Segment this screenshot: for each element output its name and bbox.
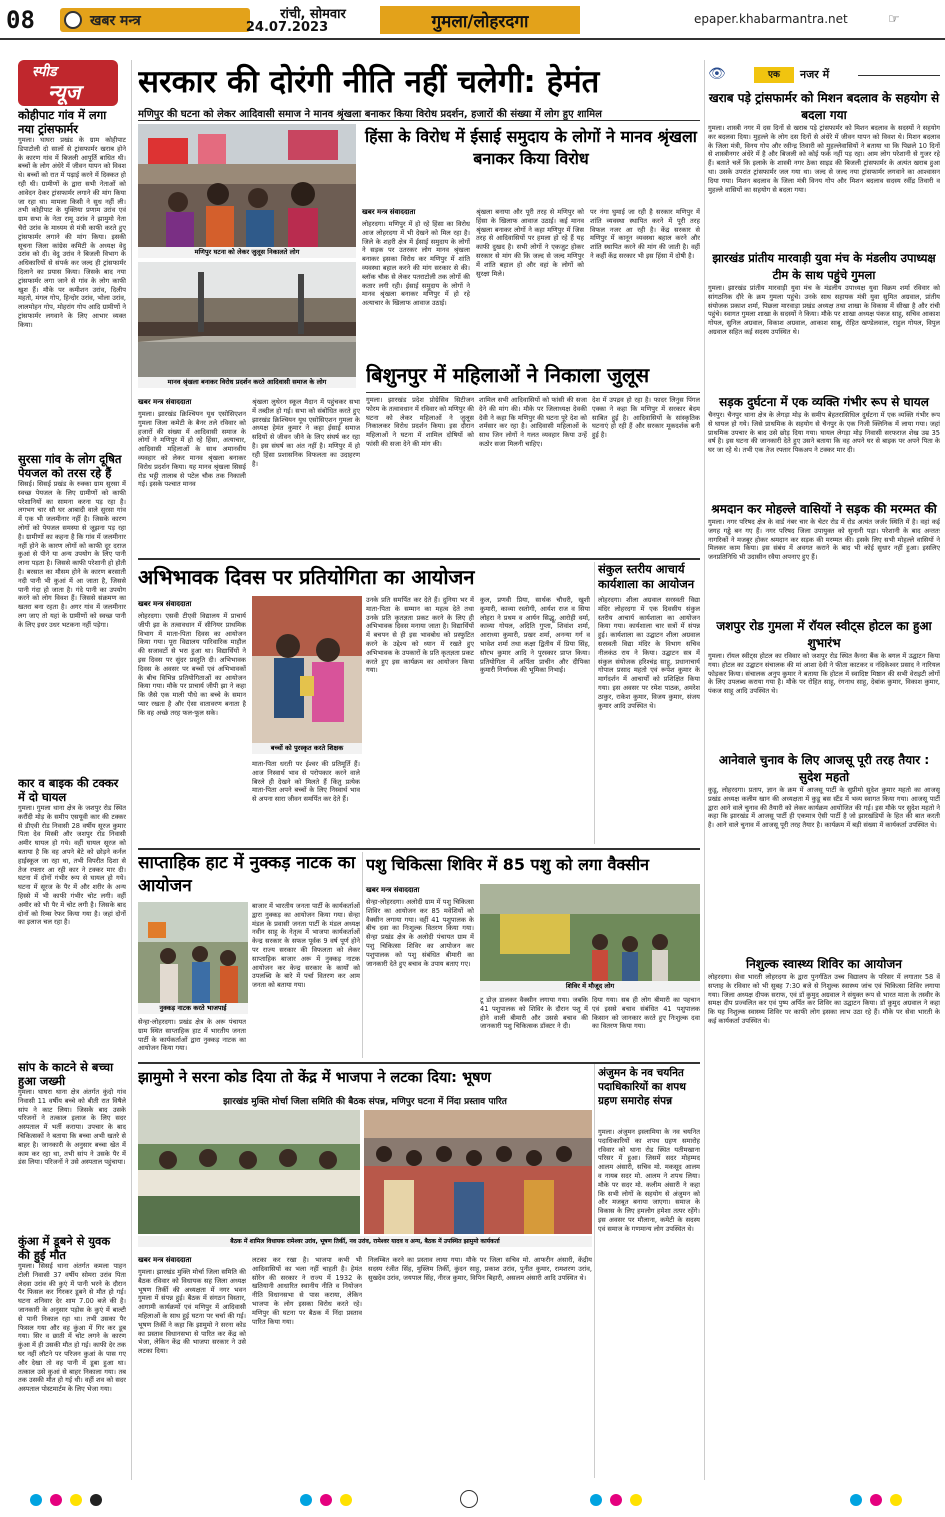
speed-badge-bottom: न्यूज: [48, 80, 81, 104]
speed-item-body: गुमला। गुमला थाना क्षेत्र के जशपुर रोड स्थित करौंदी मोड़ के समीप एसयूवी कार की टक्कर से डीएवी रोड निवासी 28 वर्षीय सूरज कुमार पिता देव मिस्त्री और जशपुर रोड निवासी अमीर घायल हो गये। वहीं घायल सूरज को बताया है कि वह अपने बेटे को छोड़ने कर्नल हाईस्कूल जा रहा था, तभी विपरीत दिशा से तेज रफ्तार आ रही कार ने टक्कर मार दी। घटना में दोनों गंभीर रूप से घायल हो गये। घटना में सूरज के पैर में और शरीर के अन्य हिस्से में भी काफी गंभीर चोट लगी। वहीं अमीर को भी पैर में चोट लगी है। जिसके बाद दोनों को रिम्स रेफर किया गया है। जहां दोनों का इलाज चल रहा है।: [18, 804, 126, 927]
jmm-photo-1: [138, 1110, 360, 1234]
brand-icon: [64, 11, 82, 29]
speed-item-headline: सांप के काटने से बच्चा हुआ जख्मी: [18, 1060, 114, 1088]
jmm-deck: झारखंड मुक्ति मोर्चा जिला समिति की बैठक संपन्न, मणिपुर घटना में निंदा प्रस्ताव पारित: [223, 1097, 507, 1107]
hemant-byline: खबर मन्त्र संवाददाता: [138, 398, 192, 406]
hemant-col-1: गुमला। झारखंड क्रिश्चियन यूथ एसोसिएशन गुमला जिला कमेटी के बैनर तले रविवार को हजारों की संख्या में आदिवासी समाज के लोगों ने मणिपुर में हो रहे हिंसा, अत्याचार, आदिवासी महिलाओं के साथ अमानवीय व्यवहार को लेकर मानव श्रृंखला बनाकर विरोध प्रदर्शन किया। यह मानव श्रृंखला सिसई रोड भट्ठी तालाब से पटेल चौक तक निकाली गई। इसके पश्चात मानव: [138, 410, 246, 489]
jmm-col-3: निलम्बित करने का प्रस्ताव लाया गया। मौके पर जिला सचिव मो. आफरीन अंसारी, केंद्रीय सदस्य रंजीत सिंह, मुस्लिम तिर्की, कुंदन साहू, प्रकाश उरांव, पुनीत कुमार, रामशरण उरांव, सुखदेव उरांव, जयपाल सिंह, नीरज कुमार, विपिन बिहारी, असलम अंसारी आदि उपस्थित थे।: [368, 1256, 592, 1282]
divider: [138, 120, 700, 121]
jmm-col-1: गुमला। झारखंड मुक्ति मोर्चा जिला समिति की बैठक रविवार को विधायक सह जिला अध्यक्ष भूषण तिर्की की अध्यक्षता में नगर भवन गुमला में संपन्न हुई। बैठक में संगठन विस्तार, आगामी कार्यक्रमों एवं मणिपुर में आदिवासी महिलाओं के साथ हुई घटना पर चर्चा की गई। भूषण तिर्की ने कहा कि झामुमो ने सरना कोड का प्रस्ताव विधानसभा से पारित कर केंद्र को भेजा, लेकिन केंद्र की भाजपा सरकार ने उसे लटका दिया।: [138, 1268, 246, 1356]
nazar-item-headline: श्रमदान कर मोहल्ले वासियों ने सड़क की मरम्मत की: [711, 502, 937, 516]
jmm-photo-2: [364, 1110, 592, 1234]
nazar-item-body: चैनपुर। चैनपुर थाना क्षेत्र के लेगड़ा मोड़ के समीप बेहतरासिधिल दुर्घटना में एक व्यक्ति गंभीर रूप से घायल हो गये। जिसे प्राथमिक के सहयोग से चैनपुर के एक निजी क्लिनिक में लाया गया। जहां प्राथमिक उपचार के बाद उसे छोड़ दिया गया। घायल लेगड़ा मोड़ निवासी सरफराज शेख उम्र 35 वर्ष है। इस घटना की जानकारी देते हुए उसने बताया कि वह अपने घर से बाइक पर अपने पिता के घर जा रहे थे। तभी एक तेज रफ्तार पिकअप ने टक्कर मार दी।: [708, 411, 940, 455]
jmm-photo-2-image: [364, 1110, 592, 1234]
color-dot: [320, 1494, 332, 1506]
karyashala-body: लोहरदगा। शीला अग्रवाल सरस्वती विद्या मंदिर लोहरदगा में एक दिवसीय संकुल स्तरीय आचार्य कार्यशाला का आयोजन किया गया। कार्यशाला चार सत्रों में संपन्न हुई। कार्यशाला का उद्घाटन शीला अग्रवाल सरस्वती विद्या मंदिर के विभाग सचिव नीलकंठ राय ने किया। उद्घाटन सत्र में संकुल संयोजक हरिश्चंद्र साहू, प्रधानाचार्य गोपाल प्रसाद महतो एवं रूपेश कुमार के मार्गदर्शन में आचार्यों को प्रशिक्षित किया गया। इस अवसर पर रमेश पाठक, अमरेश ठाकुर, राकेश कुमार, विजय कुमार, संजय कुमार आदि उपस्थित थे।: [598, 596, 700, 710]
lead-deck: मणिपुर की घटना को लेकर आदिवासी समाज ने मानव श्रृंखला बनाकर किया विरोध प्रदर्शन, हजारों की संख्या में लोग हुए शामिल: [138, 109, 602, 120]
divider: [366, 392, 700, 393]
speed-item-body: सिसई। सिसई प्रखंड के रुक्का ग्राम सुरसा में स्वच्छ पेयजल के लिए ग्रामीणों को काफी परेशानियों का सामना करना पड़ रहा है। लगभग चार सौ घर आबादी वाले सुरसा गांव में एक भी जलमीनार नहीं है। जिसके कारण लोगों को पेयजल समस्या से जूझना पड़ रहा है। ग्रामीणों का कहना है कि गांव में जलमीनार नहीं होने के कारण लोगों को काफी दूर दराज कुआं से पीने या अन्य उपयोग के लिए पानी लाना पड़ता है। जिससे काफी परेशानी हो होती है। बरसात का मौसम होने के कारण बरसाती नदी पानी भी कुआं में आ जाता है, जिससे पानी गंदा हो जाता है। गंदे पानी का उपयोग करने को लोग विवश हैं। जिससे संक्रमण का खतरा बना रहता है। अगर गांव में जलमीनार लग जाए तो यहां के ग्रामीणों को स्वच्छ पानी के लिए इधर उधर भटकना नहीं पड़ेगा।: [18, 480, 126, 629]
nazar-item-body: गुमला। शास्त्री नगर में दस दिनों से खराब पड़े ट्रांसफार्मर को मिशन बदलाव के सदस्यों ने सहयोग कर बदलवा दिया। मुहल्ले के लोग दस दिनों से अंधेरे में जीवन यापन को विवश थे। मिशन बदलाव के जिला मंत्री, विनय गोप और रवीन्द्र तिवारी को मुहल्लेवासियों ने बताया था कि पिछले 10 दिनों से शास्त्रीनगर अंधेरे में है और बिजली को कोई फर्क नहीं पड़ रहा। आम लोग परेशानी से गुजर रहे हैं। बताते चलें कि इलाके के शास्त्री नगर ठेका साइड की बिजली ट्रांसफार्मर के अत्यंत खराब हुआ था। उसके उपरांत ट्रांसफार्मर जल गया था। जल्द से जल्द नया ट्रांसफार्मर लगवाने का आश्वासन दिया गया। मिशन बदलाव के जिला मंत्री विनय गोप और मिशन बदलाव सदस्य रवींद्र तिवारी व मुहल्ले वासियों का सहयोग से बदला गया।: [708, 124, 940, 194]
nazar-item-headline: जशपुर रोड गुमला में रॉयल स्वीट्स होटल का हुआ शुभारंभ: [716, 619, 932, 650]
hemant-col-2: श्रृंखला लुथेरन स्कूल मैदान में पहुंचकर सभा में तब्दील हो गई। सभा को संबोधित करते हुए झारखंड क्रिश्चियन यूथ एसोसिएशन गुमला के अध्यक्ष हेमंत कुमार ने कहा ईसाई समाज सदियों से जीवन जीने के लिए संघर्ष कर रहा है। इस संघर्ष का अंत नहीं है। मणिपुर में हो रही हिंसा प्रशासनिक विफलता का उदाहरण है।: [252, 398, 360, 468]
cursor-icon: ☞: [888, 12, 900, 27]
parents-day-col-4: कुल, प्रणवी प्रिया, सार्थक चौधरी, खुशी कुमारी, काव्या रस्तोगी, आर्यश राज व सिया लोहरा ने प्रथम व आर्यन सिद्धू, आरोही वर्मा, काव्या गोयल, अदिति गुप्ता, शिवांश शर्मा, आराध्या कुमारी, प्रखर शर्मा, अनन्या गर्ग व भावेश शर्मा तथा कक्षा द्वितीय में प्रिया सिंह, सौरभ कुमार आदि ने पुरस्कार प्राप्त किया। प्रतियोगिता में अर्पिता प्राचीन और दीपिका कुमारी निर्णायक की भूमिका निभाई।: [480, 596, 590, 675]
speed-item: [18, 776, 126, 1054]
nazar-item-headline: निशुल्क स्वास्थ्य शिविर का आयोजन: [746, 957, 902, 971]
nazar-item-body: लोहरदगा। सेवा भारती लोहरदगा के द्वारा पुनर्गठित उच्च विद्यालय के परिसर में लगातार 58 वें सप्ताह के रविवार को भी सुबह 7:30 बजे से निशुल्क स्वास्थ्य जांच एवं चिकित्सा शिविर लगाया गया। जिला अध्यक्ष दीपक सराफ, एवं डॉ कुमुद अग्रवाल ने संयुक्त रूप से भारत माता के तस्वीर के समक्ष दीप प्रज्वलित कर एवं पुष्प अर्पित कर शिविर का उद्घाटन किया। डॉ कुमुद अग्रवाल ने कहा कि यह निशुल्क स्वास्थ्य शिविर पर काफी लोग इसका लाभ उठा रहे हैं। मौके पर सेवा भारती के कई कार्यकर्ता उपस्थित थे।: [708, 973, 940, 1025]
human-chain-photo-image: [138, 262, 356, 388]
section-tab: [380, 6, 580, 34]
website-url[interactable]: epaper.khabarmantra.net: [694, 12, 848, 26]
vaccine-photo-caption: शिविर में मौजूद लोग: [480, 981, 700, 992]
color-dot: [90, 1494, 102, 1506]
parents-day-col-1: लोहरदगा। एसवी टीएवी विद्यालय में प्राचार्य जीपी झा के तत्वावधान में सीनियर प्राथमिक विभाग में माता-पिता दिवस का आयोजन किया गया। पूरा विद्यालय पारिवारिक माहौल की सजावटों से भरा हुआ था। विद्यार्थियों ने इस दिवस पर सुंदर प्रस्तुति दी। अभिभावक दिवस के अवसर पर बच्चों एवं अभिभावकों के बीच विभिन्न प्रतियोगिताओं का आयोजन किया गया। मौके पर प्राचार्य जीपी झा ने कहा कि जैसे एक माली पौधे का बच्चे के समान प्यार रखता है और ऐसा वातावरण बनाता है कि वह अच्छे तरह फल-फूल सके।: [138, 612, 246, 717]
color-dot: [70, 1494, 82, 1506]
bishunpur-col-2: शामिल सभी आदिवासियों को फांसी की सजा देने की मांग की। मौके पर जिलाध्यक्ष देवकी देवी ने कहा कि मणिपुर की घटना पूरे देश को शर्मसार कर रहा है। आदिवासी महिलाओं के साथ जिन लोगों ने गलत व्यवहार किया उन्हें कठोर सजा मिलनी चाहिए।: [479, 396, 587, 448]
jmm-byline: खबर मन्त्र संवाददाता: [138, 1256, 192, 1264]
parents-day-col-3: उनके प्रति समर्पित कर देते हैं। दुनिया भर में माता-पिता के सम्मान का महत्व देते तथा उनके प्रति कृतज्ञता प्रकट करने के लिए ही अभिभावक दिवस मनाया जाता है। विद्यार्थियों में बचपन से ही इस भावबोध को प्रस्फुटित करने के उद्देश्य को ध्यान में रखते हुए अभिभावक के उपकारों के प्रति कृतज्ञता प्रकट करते हुए इस कार्यक्रम का आयोजन किया गया।: [366, 596, 474, 675]
nazar-item: [708, 752, 940, 946]
nazar-badge-label: नजर में: [800, 68, 830, 81]
color-dot: [590, 1494, 602, 1506]
binoculars-icon: 👁: [708, 66, 726, 82]
color-dot: [300, 1494, 312, 1506]
header-city-day: रांची, सोमवार: [280, 7, 346, 22]
speed-item: [18, 1234, 126, 1478]
human-chain-photo: [138, 262, 356, 388]
parents-day-byline: खबर मन्त्र संवाददाता: [138, 600, 192, 608]
parents-day-headline: अभिभावक दिवस पर प्रतियोगिता का आयोजन: [138, 565, 475, 589]
parents-day-photo-image: [252, 596, 362, 754]
speed-item-headline: कुंआ में डूबने से युवक की हुई मौत: [18, 1234, 111, 1262]
divider: [138, 848, 700, 850]
jmm-col-2: लटका कर रखा है। भाजपा कभी भी आदिवासियों का भला नहीं चाहती है। हेमंत सोरेन की सरकार ने राज्य में 1932 के खतियानी आधारित स्थानीय नीति व नियोजन नीति विधानसभा से पास कराया, लेकिन भाजपा के लोग इसका विरोध करते रहे। मणिपुर की घटना पर बैठक में निंदा प्रस्ताव पारित किया गया।: [252, 1256, 362, 1326]
column-divider: [704, 60, 705, 1480]
nazar-item-headline: सड़क दुर्घटना में एक व्यक्ति गंभीर रूप से घायल: [719, 395, 929, 409]
speed-item-headline: सुरसा गांव के लोग दूषित पेयजल को तरस रहे हैं: [18, 452, 122, 480]
color-dot: [30, 1494, 42, 1506]
speed-item-headline: कोहीपाट गांव में लगा नया ट्रांसफार्मर: [18, 108, 107, 136]
speed-item-body: गुमला। सिसई थाना अंतर्गत कमला पाहन टोली निवासी 37 वर्षीय सोमरा उरांव पिता लेदवा उरांव की कुएं में पानी भरने के दौरान पैर फिसल कर गिरकर डूबने से मौत हो गई। घटना शनिवार देर शाम 7.00 बजे की है। जानकारी के अनुसार पड़ोस के कुएं में बाल्टी से पानी निकाल रहा था। तभी उसका पैर फिसल गया और वह कुंआ में गिर कर डूब गया। सिर व छाती में चोट लगने के कारण कुंआ में ही उसकी मौत हो गई। काफी देर तक घर नहीं लौटने पर परिजन कुआं के पास गए और देखा तो वह पानी में डूबा हुआ था। तत्काल उसे कुआं से बाहर निकाला गया। तब तक उसकी मौत हो गई थी। वहीं शव को सदर अस्पताल पोस्टमार्टम के लिए भेजा गया।: [18, 1262, 126, 1394]
speed-news-column: [18, 108, 126, 1478]
nazar-column: [708, 90, 940, 1480]
masthead: [0, 0, 945, 40]
vaccine-photo-image: [480, 884, 700, 992]
lead-headline: सरकार की दोरंगी नीति नहीं चलेगी: हेमंत: [138, 64, 600, 100]
page-number: 08: [6, 6, 35, 34]
color-dot: [610, 1494, 622, 1506]
haat-col-2: बाजार में भारतीय जनता पार्टी के कार्यकर्ताओं द्वारा नुक्कड़ का आयोजन किया गया। सेन्हा मंडल के प्रवासी जनता पार्टी के मंडल अध्यक्ष नवीन साहू के नेतृत्व में भाजपा कार्यकर्ताओं केन्द्र सरकार के सफल पूर्वक 9 वर्ष पूर्ण होने पर राज्य सरकार की विफलता को लेकर साप्ताहिक बाजार अरू में नुक्कड़ नाटक आयोजन कर केन्द्र सरकार के कार्यों को उपलब्धि के बारे में पर्चा वितरण कर आम जनता को बताया गया।: [252, 902, 360, 990]
color-dot: [340, 1494, 352, 1506]
brand-logo: [60, 8, 250, 32]
nazar-item-headline: खराब पड़े ट्रांसफार्मर को मिशन बदलाव के सहयोग से बदला गया: [708, 91, 940, 122]
speed-item-body: गुमला। घाघरा प्रखंड के ग्राम कोहीपाट डिपाटोली दो सालों से ट्रांसफार्मर खराब होने के कारण गांव में बिजली आपूर्ति बाधित थी। बच्चों के लोग अंधेरे में जीवन यापन को विवश थे। बच्चों को रात में पढ़ाई करने में दिक्कत हो रही थी। ग्रामीणों के द्वारा सभी नेताओं को आवेदन देकर ट्रांसफार्मर लगाने की मांग किया जा रहा था। मामला किसी ने सुध नहीं ली। तभी कोहीपाट के युक्तिया प्रणाम उरांव एवं ग्राम सभा के नेता रामू उरांव ने झामुमो नेता चैरो उरांव के माध्यम से मंत्री काफी करते हुए ट्रांसफार्मर लगाने की मांग किया। इसकी सूचना जिला कांग्रेस कमिटी के अध्यक्ष वेदु उरांव को दी। वेदु उरांव ने बिजली विभाग के अधिकारियों से संपर्क कर जल्द ही ट्रांसफार्मर दिलाने का प्रयास किया। जिसके बाद नया ट्रांसफार्मर लगा जाने से गांव के लोग काफी खुश हैं। मौके पर कमीशन उरांव, दिलीप महतो, मंगल गोप, हिन्दोर उरांव, भोला उरांव, लालमोहन गोप, मोहरांग गोप आदि ग्रामीणों ने ट्रांसफार्मर लगवाने के लिए आभार व्यक्त किया।: [18, 136, 126, 329]
human-chain-photo-caption: मानव श्रृंखला बनाकर विरोध प्रदर्शन करते आदिवासी समाज के लोग: [138, 377, 356, 388]
nazar-item: [708, 618, 940, 742]
karyashala-headline: संकुल स्तरीय आचार्य कार्यशाला का आयोजन: [598, 562, 695, 591]
column-divider: [362, 852, 363, 1058]
christian-protest-headline: हिंसा के विरोध में ईसाई समुदाय के लोगों ने मानव श्रृंखला बनाकर किया विरोध: [365, 127, 697, 168]
brand-name: खबर मन्त्र: [90, 13, 141, 29]
divider: [138, 558, 700, 560]
color-dot: [850, 1494, 862, 1506]
section-title: गुमला/लोहरदगा: [431, 12, 529, 32]
nazar-item-body: गुमला। रॉयल स्वीट्स होटल का रविवार को जशपुर रोड स्थित कैनरा बैंक के बगल में उद्घाटन किया गया। होटल का उद्घाटन संचालक की मां आशा देवी ने फीता काटकर व नंदिकेश्वर प्रसाद ने नारियल फोड़कर किया। संचालक अनुप कुमार ने बताया कि होटल में स्वादिष्ट मिष्ठान की सभी वेराइटी लोगों के लिए उपलब्ध कराया गया है। मौके पर रोहित साहू, रंगनाथ साहू, देबांक कुमार, विकाश कुमार, पंकज साहू आदि उपस्थित थे।: [708, 652, 940, 696]
vaccine-photo: [480, 884, 700, 992]
rally-photo-caption: मणिपुर घटना को लेकर जुलूस निकालते लोग: [138, 247, 356, 258]
speed-item: [18, 452, 126, 770]
column-divider: [131, 60, 132, 1480]
christian-protest-col-1: लोहरदगा। मणिपुर में हो रहे हिंसा का विरोध आज लोहरदगा में भी देखने को मिल रहा है। जिले के शहरी क्षेत्र में ईसाई समुदाय के लोगों ने सड़क पर उतरकर लोग मानव श्रृंखला बनाकर इसका विरोध कर मणिपुर में शांति व्यवस्था बहाल करने की मांग सरकार से की। ब्लॉक चौक से लेकर पतराटोली तक लोगों की कतार लगी रही। ईसाई समुदाय के लोगों ने मानव श्रृंखला बनाकर मणिपुर में हो रहे अत्याचार के खिलाफ आवाज उठाई।: [362, 220, 470, 308]
nazar-item: [708, 250, 940, 384]
column-divider: [594, 1064, 595, 1478]
speed-news-badge: [18, 60, 118, 106]
vaccine-col-2: टू डोज़ डालकर वैक्सीन लगाया गया। जबकि 41 पशुपालक को शिविर के दौरान पशु में होने वाली बीमारी और उससे बचाव की जानकारी पशु चिकित्सक डॉक्टर ने दी।: [480, 996, 588, 1031]
haat-photo-image: [138, 902, 248, 1014]
parents-day-col-2: माता-पिता धरती पर ईश्वर की प्रतिमूर्ति हैं। आज निस्वार्थ भाव से परोपकार करने वाले बिरले ही देखने को मिलते हैं किंतु प्रत्येक माता-पिता अपने बच्चों के लिए निस्वार्थ भाव से अपना सारा जीवन समर्पित कर देते हैं।: [252, 760, 360, 804]
nazar-item-headline: झारखंड प्रांतीय मारवाड़ी युवा मंच के मंडलीय उपाध्यक्ष टीम के साथ पहुंचे गुमला: [712, 251, 936, 282]
haat-headline: साप्ताहिक हाट में नुक्कड़ नाटक का आयोजन: [138, 853, 356, 896]
color-dot: [50, 1494, 62, 1506]
header-date: 24.07.2023: [245, 20, 329, 35]
speed-item-body: गुमला। घाघरा थाना क्षेत्र अंतर्गत कुंदो गांव निवासी 11 वर्षीय बच्चे को बीती रात विषैले सांप ने काट लिया। जिसके बाद उसके परिजनों ने तत्काल इलाज के लिए सदर अस्पताल में भर्ती कराया। उपचार के बाद चिकित्सकों ने बताया कि बच्चा अभी खतरे से बाहर है। जानकारी के अनुसार बच्चा खेत में काम कर रहा था, तभी सांप ने उसके पैर में डंस लिया। परिजनों ने उसे अस्पताल पहुंचाया।: [18, 1088, 126, 1167]
nazar-badge-ek: एक: [754, 67, 794, 83]
rally-photo: [138, 124, 356, 258]
color-dot: [890, 1494, 902, 1506]
bishunpur-col-1: गुमला। झारखंड प्रदेश प्रोग्रेसिव सिटीजन फोरम के तत्वावधान में रविवार को मणिपुर की घटना को लेकर महिलाओं ने जुलूस निकालकर विरोध प्रदर्शन किया। इस दौरान महिलाओं ने घटना में शामिल दोषियों को फांसी की सजा देने की मांग की।: [366, 396, 474, 448]
jmm-photo-caption: बैठक में शामिल विधायक रामेश्वर उरांव, भूषण तिर्की, नव उरांव, रामेश्वर यादव व अन्य, बैठक में उपस्थित झामुमो कार्यकर्ता: [138, 1236, 592, 1247]
speed-badge-top: स्पीड: [32, 64, 57, 80]
speed-item: [18, 1060, 126, 1228]
christian-protest-byline: खबर मन्त्र संवाददाता: [362, 208, 416, 216]
bishunpur-col-3: देश में उपद्रव हो रहा है। फादर लिनुस पिंगल एक्का ने कहा कि मणिपुर में सरकार बेदम साबित हुई है। आदिवासियों के सांस्कृतिक घटनाएं हो रही हैं और सरकार मूकदर्शक बनी हुई है।: [592, 396, 700, 440]
nazar-badge: [708, 64, 940, 86]
speed-item: [18, 108, 126, 446]
nazar-item: [708, 394, 940, 491]
christian-protest-col-2: श्रृंखला बनाया और पूरी तरह से मणिपुर को हिंसा के खिलाफ आवाज उठाई। कई मानव श्रृंखला बनाकर लोगों ने कहा मणिपुर में जिस तरह से आदिवासियों पर हमला हो रहे हैं यह काफी दुखद है। सभी लोगों ने एकजुट होकर सरकार से मांग की कि जल्द से जल्द मणिपुर में शांति बहाल हो और वहां के लोगों को सुरक्षा मिले।: [476, 208, 584, 278]
vaccine-byline: खबर मन्त्र संवाददाता: [366, 886, 420, 894]
nazar-item-headline: आनेवाले चुनाव के लिए आजसू पूरी तरह तैयार : सुदेश महतो: [718, 753, 930, 784]
parents-day-photo-caption: बच्चों को पुरस्कृत करते शिक्षक: [252, 743, 362, 754]
bishunpur-headline: बिशुनपुर में महिलाओं ने निकाला जुलूस: [366, 363, 650, 387]
jmm-photo-1-image: [138, 1110, 360, 1234]
color-dot: [630, 1494, 642, 1506]
vaccine-col-3: दिया गया। सब ही लोग बीमारी का पहचान एवं इससे बचाव संबंधित 41 पशुपालक किसान को जानकार करते हुए निःशुल्क दवा का वितरण किया गया।: [592, 996, 700, 1031]
nazar-item: [708, 501, 940, 608]
color-dot: [870, 1494, 882, 1506]
parents-day-photo: [252, 596, 362, 754]
anjuman-headline: अंजुमन के नव चयनित पदाधिकारियों का शपथ ग्रहण समारोह संपन्न: [598, 1067, 686, 1107]
nazar-item-body: गुमला। नगर परिषद क्षेत्र के वार्ड नंबर चार के चेटर रोड में रोड अत्यंत जर्जर स्थिति में है। वहां कई जगह गड्ढे बन गए हैं। नगर परिषद जिला उपायुक्त को सुनानी पड़ा। परेशानी के बाद अन्ततः नागरिकों ने मजबूर होकर श्रमदान कर सड़क की मरम्मत की। इसके लिए सभी मोहल्ले वासियों ने मिलकर काम किया। इस संबंध में अवगत कराने के बाद भी कोई सुधार नहीं हुआ। इसलिए जनप्रतिनिधि भी उदासीन रवैया अपनाए हुए हैं।: [708, 518, 940, 562]
divider: [858, 75, 940, 76]
rally-photo-image: [138, 124, 356, 258]
column-divider: [594, 562, 595, 844]
jmm-headline: झामुमो ने सरना कोड दिया तो केंद्र में भाजपा ने लटका दिया: भूषण: [138, 1070, 492, 1086]
nazar-item-body: कुडू, लोहरदगा। प्रताप, ज्ञान के क्रम में आजसू पार्टी के सुप्रीमो सुदेश कुमार महतो का आजसू प्रखंड अध्यक्ष कलीम खान की अध्यक्षता में कुडू बस स्टैंड में भव्य स्वागत किया गया। आजसू पार्टी द्वारा आने वाले चुनाव की तैयारी को लेकर कार्यक्रम आयोजित की गई। इस मौके पर सुदेश महतो ने कहा कि झारखंड में आजसू पार्टी ही एकमात्र ऐसी पार्टी है जो झारखंडियों के हित की बात करती है। आने वाले चुनाव में आजसू पूरी तरह तैयार है। कार्यक्रम में बड़ी संख्या में कार्यकर्ता उपस्थित थे।: [708, 786, 940, 830]
vaccine-col-1: सेन्हा-लोहरदगा। अलोदी ग्राम में पशु चिकित्सा शिविर का आयोजन कर 85 मवेशियों को वैक्सीन लगाया गया। वहीं 41 पशुपालक के बीच दवा का निःशुल्क वितरण किया गया। सेन्हा प्रखंड क्षेत्र के अलोदी पंचायत ग्राम में पशु चिकित्सा शिविर का आयोजन कर पशुपालक को पशु संबंधित बीमारी का जानकारी देते हुए बचाव के उपाय बताए गए।: [366, 898, 474, 968]
haat-col-1: सेन्हा-लोहरदगा। प्रखंड क्षेत्र के अरू पंचायत ग्राम स्थित साप्ताहिक हाट में भारतीय जनता पार्टी के कार्यकर्ताओं द्वारा नुक्कड़ नाटक का आयोजन किया गया।: [138, 1018, 246, 1053]
vaccine-headline: पशु चिकित्सा शिविर में 85 पशु को लगा वैक्सीन: [366, 855, 650, 874]
christian-protest-col-3: पर नंगा घुमाई जा रही है सरकार मणिपुर में शांति व्यवस्था स्थापित करने में पूरी तरह विफल नजर आ रही है। केंद्र सरकार से मणिपुर में कानून व्यवस्था बहाल करने और शांति स्थापित करने की मांग की जाती है। वहीं ने कहीं केंद्र सरकार भी इस हिंसा में दोषी है।: [590, 208, 700, 260]
footer-registration-marks: [0, 1488, 945, 1517]
crosshair-icon: [460, 1490, 478, 1508]
nazar-item: [708, 90, 940, 240]
nazar-item: [708, 956, 940, 1213]
anjuman-body: गुमला। अंजुमन इस्लामिया के नव चयनित पदाधिकारियों का शपथ ग्रहण समारोह रविवार को थाना रोड स्थित यतीमखाना परिसर में हुआ। जिसमें सदर मोहम्मद आलम अंसारी, सचिव मो. मकसूद आलम व नायब सदर मो. आलम ने शपथ लिया। मौके पर सदर मो. कलीम अंसारी ने कहा कि सभी लोगों के सहयोग से अंजुमन को और मजबूत बनाया जाएगा। समाज के विकास के लिए हमलोग हमेशा तत्पर रहेंगे। इस अवसर पर मौलाना, कमेटी के सदस्य एवं समाज के गणमान्य लोग उपस्थित थे।: [598, 1128, 700, 1233]
speed-item-headline: कार व बाइक की टक्कर में दो घायल: [18, 776, 119, 804]
haat-photo: [138, 902, 248, 1014]
nazar-item-body: गुमला। झारखंड प्रांतीय मारवाड़ी युवा मंच के मंडलीय उपाध्यक्ष युवा विक्रम शर्मा रविवार को सांगठनिक दौरे के क्रम गुमला पहुंचे। उनके साथ सहायक मंत्री युवा सुमित अग्रवाल, प्रांतीय संयोजक प्रकाश शर्मा, पिछला मारवाड़ा प्रखंड अध्यक्ष तथा शाखा के विकास में सीखा है और रांची पहुंचे। स्वागत गुमला शाखा के सदस्यों ने किया। मौके पर शाखा अध्यक्ष पंकज साहू, सचिव आकाश गोयल, सुनिल अग्रवाल, विकाश अग्रवाल, आकाश साबू, रोहित खण्डेलवाल, राहुल गोयल, विपुल अग्रवाल सहित कई सदस्य उपस्थित थे।: [708, 284, 940, 336]
haat-photo-caption: नुक्कड़ नाटक करते भाजपाई: [138, 1003, 248, 1014]
